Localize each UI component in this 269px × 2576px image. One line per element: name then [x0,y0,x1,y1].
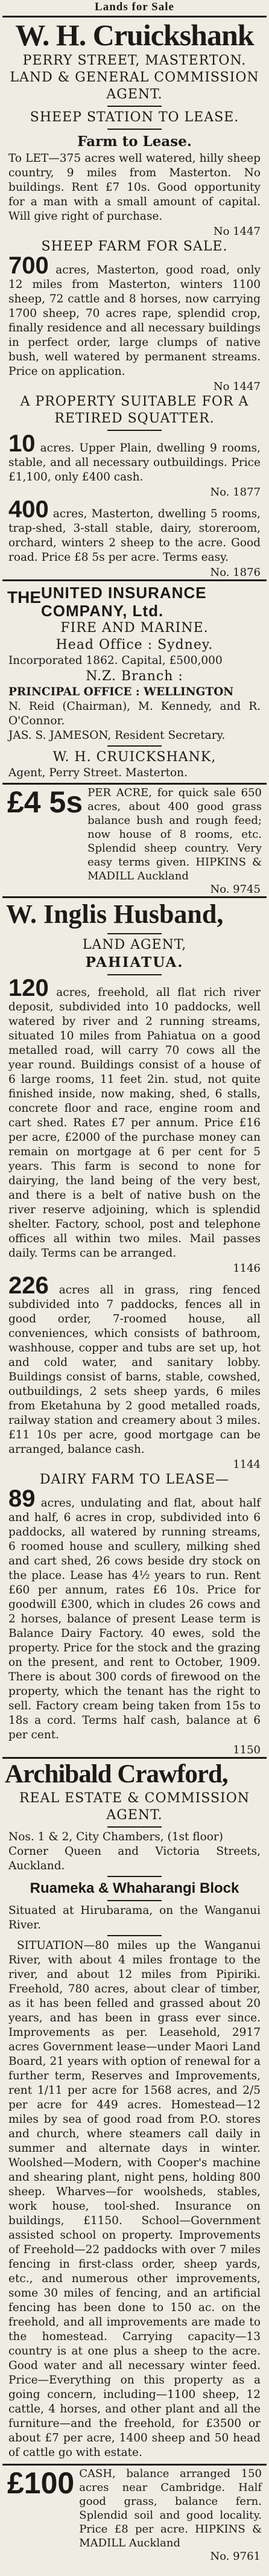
insurance-line: PRINCIPAL OFFICE : WELLINGTON [8,686,234,698]
lot-acreage: 226 [8,1272,49,1299]
insurance-line: JAS. S. JAMESON, Resident Secretary. [8,729,226,742]
station-heading: SHEEP STATION TO LEASE. [30,110,239,125]
insurance-line: N.Z. Branch : [86,669,183,684]
lot-acreage: 120 [8,975,49,1001]
divider [107,1826,162,1828]
section-header: Lands for Sale [95,1,174,13]
ten-acre-listing [8,430,261,485]
insurance-title-block [7,584,262,620]
lot-body: acres, undulating and flat, about half and half, 6 acres in crop, subdivided into 6 paddocks, all watered by running streams, 6 roomed house and scullery, milking shed and cart shed, 26 cows beside dry stock on the place. Lease has 4½ years to run. Rent £60 per annum, rates £6 10s. Price for goodwill £300, which in cludes 26 cows and 2 horses, balance of present Lease term is Balance Dairy Factory. 40 ewes, sold the property. Price for the stock and the grazing on the present, and rent to October, 1909. There is about 300 cords of firewood on the property, which the tenant has the right to sell. Factory cream being taken from 15s to 18s a cord. Terms half cash, balance at 6 per cent. [8,1497,261,1741]
divider [107,1900,162,1901]
inglis-advert [0,898,269,1757]
dairy-heading: DAIRY FARM TO LEASE— [39,1472,230,1487]
estate-body: SITUATION—80 miles up the Wanganui River, with about 4 miles frontage to the river, and about 12 miles from Pipiriki. Freehold, 780 acres, about clear of timber, as it has been felled and grassed about 20 years, and has been in grass ever since. Improvements as per. Leasehold, 2917 acres Government lease—under Maori Land Board, 21 years with option of renewal for a further term, Reserves and Improvements, rent 1/11 per acre for 1568 acres, and 2/5 per acre for 449 acres. Homestead—12 miles by sea of good road from P.O. stores and church, where steamers call daily in summer and alternate days in winter. Woolshed—Modern, with Cooper's machine and shearing plant, night pens, holding 800 sheep. Wharves—for woolsheds, stables, work house, tool-shed. Insurance on buildings, £1150. School—Government assisted school on property. Improvements of Freehold—22 paddocks with over 7 miles fencing in first-class order, sheep yards, etc., and numerous other improvements, some 30 miles of fencing, and an artificial fencing has been done to 150 ac. on the freehold, and all improvements are made to the homestead. Carrying capacity—13 country is at one plus a sheep to the acre. Good water and all necessary winter feed. Price—Everything on this property as a going concern, including—1100 sheep, 12 cattle, 4 horses, and other plant and all the furniture—and the freehold, for £3500 or about £7 per acre, 1400 sheep and 50 head of cattle go with estate. [8,1939,261,2459]
lot-acreage: 89 [8,1485,36,1512]
lot-listing [8,1272,261,1457]
four-acreage: 400 [8,496,49,523]
sheep-farm-heading: SHEEP FARM FOR SALE. [41,239,228,254]
insurance-line: Head Office : Sydney. [55,637,214,652]
divider [107,974,162,975]
lot-ref: 1144 [233,1458,261,1471]
price-row [7,2467,262,2550]
insurance-the: THE [7,588,41,607]
cruickshank-advert [0,18,269,579]
situated-line: Situated at Hirubarama, on the Wanganui River. [8,1904,261,1931]
lot-ref: 1146 [233,1262,261,1275]
squatter-heading: A PROPERTY SUITABLE FOR A RETIRED SQUATTER. [20,394,249,426]
farm-acreage: 700 [8,252,49,279]
advertiser-name: W. Inglis Husband, [6,899,224,929]
insurance-title: UNITED INSURANCE COMPANY, Ltd. [41,584,207,620]
advertiser-agency: LAND & GENERAL COMMISSION AGENT. [10,70,259,102]
divider [107,745,162,747]
farm-body: acres, Masterton, good road, only 12 miles from Masterton, winters 1100 sheep, 72 cattle and 8 horses, now carrying 1700 sheep, 70 acres rape, splendid crop, finally residence and all necessary buildings in perfect order, large clumps of native bush, well watered by permanent streams. Price on application. [8,264,261,378]
price-ref: No. 9745 [210,883,261,896]
address-line: Corner Queen and Victoria Streets, Auckland. [8,1845,261,1872]
divider [107,933,162,934]
advertiser-name: Archibald Crawford, [5,1760,228,1788]
crawford-advert [0,1759,269,2460]
insurance-line: W. H. CRUICKSHANK, [52,750,217,765]
four-body: acres, Masterton, dwelling 5 rooms, trap-shed, 3-stall stable, dairy, storeroom, orchard, winters 2 sheep to the acre. Good road. Price £8 5s per acre. Terms easy. [8,508,261,564]
ten-ref: No. 1877 [210,486,261,499]
divider [107,430,162,431]
divider [107,106,162,107]
advertiser-address: PERRY STREET, MASTERTON. [22,53,247,68]
insurance-line: Agent, Perry Street. Masterton. [8,767,188,779]
price: £4 5s [7,785,83,819]
price-body: CASH, balance arranged 150 acres near Cambridge. Half good grass, balance fern. Splendid soil and good locality. Price £8 per acre. HIPKINS & MADILL Auckland [79,2467,262,2549]
lot-listing [8,1485,261,1742]
farm-ref: No 1447 [213,380,261,393]
advertiser-town: PAHIATUA. [85,954,184,971]
advertiser-title: REAL ESTATE & COMMISSION AGENT. [19,1791,250,1823]
farm-listing [8,252,261,379]
hipkins-advert-2 [0,2466,269,2563]
price-row [7,786,262,883]
insurance-line: N. Reid (Chairman), M. Kennedy, and R. O'Connor. [8,700,261,727]
lot-ref: 1150 [233,1744,261,1756]
advertiser-name: W. H. Cruickshank [15,18,254,52]
divider [107,129,162,130]
four-hundred-listing [8,496,261,565]
price-body: PER ACRE, for quick sale 650 acres, about 400 good grass balance bush and rough feed; now house of 8 rooms, etc. Splendid sheep country. Very easy terms given. HIPKINS & MADILL Auckland [87,786,262,882]
address-line: Nos. 1 & 2, City Chambers, (1st floor) [8,1831,223,1843]
lot-body: acres all in grass, ring fenced subdivided into 7 paddocks, fences all in good order, 7-roomed house, all conveniences, which consists of bathroom, washhouse, copper and tubs are set up, hot and cold water, and sanitary lobby. Buildings consist of barns, stable, cowshed, outbuildings, 2 sets sheep yards, 6 miles from Eketahuna by 2 good metalled roads, railway station and creamery about 3 miles. £11 10s per acre, good mortgage can be arranged, balance cash. [8,1284,261,1456]
ten-acreage: 10 [8,430,36,457]
insurance-advert [0,581,269,780]
ten-body: acres. Upper Plain, dwelling 9 rooms, stable, and all necessary outbuildings. Price £1,100, only £400 cash. [8,442,261,483]
advertiser-title: LAND AGENT, [82,937,187,952]
price: £100 [7,2466,75,2500]
hipkins-advert [0,785,269,896]
divider [107,1876,162,1877]
four-ref: No. 1876 [210,566,261,579]
price-ref: No. 9761 [210,2550,261,2563]
lease-heading: Farm to Lease. [77,133,192,150]
divider [107,1935,162,1936]
lease-body: To LET—375 acres well watered, hilly sheep country, 9 miles from Masterton. No buildings. Rent £7 10s. Good opportunity for a man with a small amount of capital. Will give right of purchase. [8,152,261,223]
lease-ref: No 1447 [213,225,261,238]
lot-listing [8,975,261,1261]
insurance-line: Incorporated 1862. Capital, £500,000 [8,654,223,667]
insurance-line: FIRE AND MARINE. [60,620,209,636]
block-heading: Ruameka & Whaharangi Block [30,1880,239,1896]
lot-body: acres, freehold, all flat rich river deposit, subdivided into 10 paddocks, well watered by river and 2 running streams, situated 10 miles from Pahiatua on a good metalled road, will carry 70 cows all the year round. Buildings consist of a house of 6 large rooms, 11 feet 2in. stud, not quite finished inside, now making, shed, 6 stalls, concrete floor and race, engine room and cart shed. Rates £7 per annum. Price £16 per acre, £2000 of the purchase money can remain on mortgage at 6 per cent for 5 years. This farm is second to none for dairying, the land being of the very best, and there is a belt of native bush on the river reserve adjoining, which is splendid shelter. Factory, school, post and telephone offices all within two miles. Mail passes daily. Terms can be arranged. [8,986,261,1260]
